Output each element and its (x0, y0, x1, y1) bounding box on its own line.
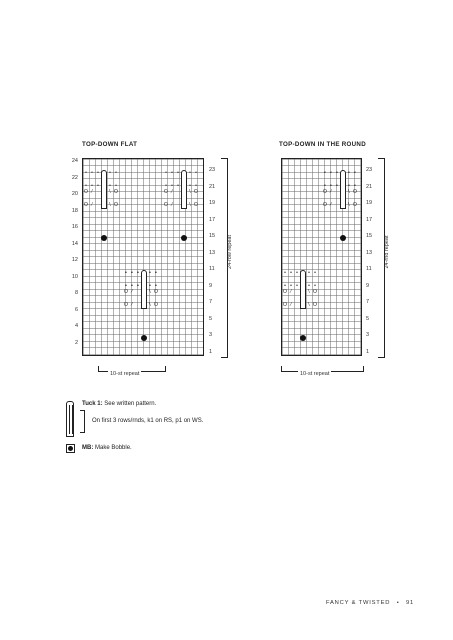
ssk-symbol: \ (189, 189, 191, 195)
row-number: 1 (209, 348, 213, 355)
purl-dot: • (354, 183, 356, 189)
ssk-symbol: \ (308, 289, 310, 295)
row-number: 3 (209, 332, 213, 338)
tuck-symbol (141, 270, 147, 309)
purl-dot: • (131, 270, 133, 276)
row-number: 21 (209, 183, 216, 190)
purl-dot: • (91, 170, 93, 176)
ssk-symbol: \ (348, 189, 350, 195)
yo-circle: O (313, 289, 317, 295)
bobble-symbol (101, 235, 107, 241)
tuck-symbol (300, 270, 306, 309)
tuck-legend-desc: See written pattern. (102, 401, 157, 407)
k2tog-symbol: ⁄ (290, 289, 292, 295)
row-number: 5 (366, 315, 370, 322)
row-number: 11 (366, 266, 372, 272)
purl-dot: • (296, 270, 298, 276)
purl-dot: • (97, 170, 99, 176)
tuck-legend-label: Tuck 1: (82, 401, 103, 407)
row-number: 16 (71, 224, 78, 230)
purl-dot: • (189, 170, 191, 176)
row-number: 21 (366, 183, 373, 190)
footer-bullet: • (396, 600, 400, 606)
k2tog-symbol: ⁄ (91, 189, 93, 195)
purl-dot: • (149, 283, 151, 289)
purl-dot: • (189, 183, 191, 189)
ssk-symbol: \ (109, 189, 111, 195)
row-number: 6 (74, 307, 78, 313)
row-number: 20 (71, 191, 78, 197)
purl-dot: • (171, 170, 173, 176)
row-number: 13 (366, 249, 373, 256)
row-repeat-label-round: 24-rnd repeat (384, 235, 390, 269)
row-number: 15 (366, 233, 373, 239)
k2tog-symbol: ⁄ (131, 302, 133, 308)
row-number: 3 (366, 332, 370, 338)
row-number: 24 (71, 158, 78, 164)
purl-dot: • (85, 183, 87, 189)
row-number: 13 (209, 249, 216, 256)
row-number: 19 (209, 200, 216, 206)
row-number: 15 (209, 233, 216, 239)
yo-circle: O (353, 202, 357, 208)
purl-dot: • (290, 283, 292, 289)
purl-dot: • (131, 283, 133, 289)
purl-dot: • (155, 283, 157, 289)
purl-dot: • (97, 183, 99, 189)
purl-dot: • (115, 183, 117, 189)
tuck-legend-text (82, 401, 156, 407)
yo-circle: O (194, 202, 198, 208)
purl-dot: • (324, 183, 326, 189)
ssk-symbol: \ (149, 289, 151, 295)
purl-dot: • (296, 283, 298, 289)
row-number: 7 (209, 299, 213, 305)
yo-circle: O (164, 202, 168, 208)
purl-dot: • (195, 170, 197, 176)
purl-dot: • (308, 270, 310, 276)
row-number: 23 (209, 167, 216, 173)
chart-title-round: TOP-DOWN IN THE ROUND (279, 141, 366, 148)
tuck-legend-note: On first 3 rows/rnds, k1 on RS, p1 on WS. (92, 418, 204, 424)
yo-circle: O (194, 189, 198, 195)
row-number: 23 (366, 167, 373, 173)
yo-circle: O (154, 302, 158, 308)
purl-dot: • (137, 270, 139, 276)
yo-circle: O (323, 189, 327, 195)
row-number: 9 (366, 282, 370, 289)
footer-section: FANCY & TWISTED (326, 600, 391, 606)
chart-grid-round (281, 158, 362, 356)
page-number: 91 (405, 600, 415, 606)
yo-circle: O (283, 289, 287, 295)
purl-dot: • (85, 170, 87, 176)
row-number: 17 (209, 216, 216, 223)
purl-dot: • (177, 170, 179, 176)
yo-circle: O (84, 189, 88, 195)
chart-grid-flat (82, 158, 204, 356)
bobble-legend-label: MB: (82, 445, 94, 451)
yo-circle: O (124, 289, 128, 295)
bobble-legend-text (82, 445, 132, 451)
k2tog-symbol: ⁄ (91, 202, 93, 208)
st-repeat-label-flat: 10-st repeat (110, 371, 140, 377)
bobble-symbol (340, 235, 346, 241)
tuck-symbol (101, 170, 107, 209)
purl-dot: • (348, 183, 350, 189)
k2tog-symbol: ⁄ (171, 202, 173, 208)
purl-dot: • (330, 170, 332, 176)
purl-dot: • (125, 283, 127, 289)
purl-dot: • (336, 183, 338, 189)
row-number: 18 (71, 208, 78, 214)
bobble-legend-symbol (66, 444, 75, 453)
row-number: 2 (74, 340, 78, 346)
purl-dot: • (308, 283, 310, 289)
yo-circle: O (323, 202, 327, 208)
purl-dot: • (149, 270, 151, 276)
purl-dot: • (109, 170, 111, 176)
ssk-symbol: \ (189, 202, 191, 208)
row-number: 22 (71, 175, 78, 181)
purl-dot: • (177, 183, 179, 189)
tuck-symbol (181, 170, 187, 209)
purl-dot: • (165, 170, 167, 176)
row-number: 8 (74, 290, 78, 296)
purl-dot: • (314, 283, 316, 289)
purl-dot: • (91, 183, 93, 189)
row-number: 14 (71, 241, 78, 247)
k2tog-symbol: ⁄ (171, 189, 173, 195)
k2tog-symbol: ⁄ (330, 189, 332, 195)
bobble-symbol (141, 335, 147, 341)
row-number: 10 (71, 274, 78, 280)
yo-circle: O (124, 302, 128, 308)
yo-circle: O (114, 189, 118, 195)
purl-dot: • (171, 183, 173, 189)
purl-dot: • (348, 170, 350, 176)
purl-dot: • (314, 270, 316, 276)
row-number: 1 (366, 348, 370, 355)
ssk-symbol: \ (348, 202, 350, 208)
k2tog-symbol: ⁄ (290, 302, 292, 308)
purl-dot: • (125, 270, 127, 276)
purl-dot: • (284, 283, 286, 289)
row-number: 7 (366, 299, 370, 305)
purl-dot: • (324, 170, 326, 176)
purl-dot: • (109, 183, 111, 189)
row-repeat-label-flat: 24-row repeat (227, 235, 233, 269)
tuck-legend-symbol (66, 401, 74, 437)
yo-circle: O (154, 289, 158, 295)
bobble-symbol (300, 335, 306, 341)
row-number: 19 (366, 200, 373, 206)
yo-circle: O (353, 189, 357, 195)
purl-dot: • (155, 270, 157, 276)
tuck-legend-bracket (80, 410, 85, 433)
yo-circle: O (283, 302, 287, 308)
purl-dot: • (165, 183, 167, 189)
yo-circle: O (164, 189, 168, 195)
purl-dot: • (354, 170, 356, 176)
ssk-symbol: \ (308, 302, 310, 308)
purl-dot: • (137, 283, 139, 289)
purl-dot: • (290, 270, 292, 276)
ssk-symbol: \ (149, 302, 151, 308)
yo-circle: O (114, 202, 118, 208)
purl-dot: • (284, 270, 286, 276)
k2tog-symbol: ⁄ (131, 289, 133, 295)
ssk-symbol: \ (109, 202, 111, 208)
st-repeat-label-round: 10-st repeat (300, 371, 330, 377)
row-number: 11 (209, 266, 215, 272)
row-number: 12 (71, 257, 78, 263)
k2tog-symbol: ⁄ (330, 202, 332, 208)
tuck-symbol (340, 170, 346, 209)
bobble-symbol (181, 235, 187, 241)
page-footer (326, 600, 414, 606)
yo-circle: O (313, 302, 317, 308)
row-number: 4 (74, 323, 78, 329)
row-number: 17 (366, 216, 373, 223)
bobble-legend-desc: Make Bobble. (93, 445, 132, 451)
purl-dot: • (195, 183, 197, 189)
purl-dot: • (336, 170, 338, 176)
yo-circle: O (84, 202, 88, 208)
row-number: 9 (209, 282, 213, 289)
purl-dot: • (330, 183, 332, 189)
row-number: 5 (209, 315, 213, 322)
purl-dot: • (115, 170, 117, 176)
chart-title-flat: TOP-DOWN FLAT (82, 141, 138, 148)
